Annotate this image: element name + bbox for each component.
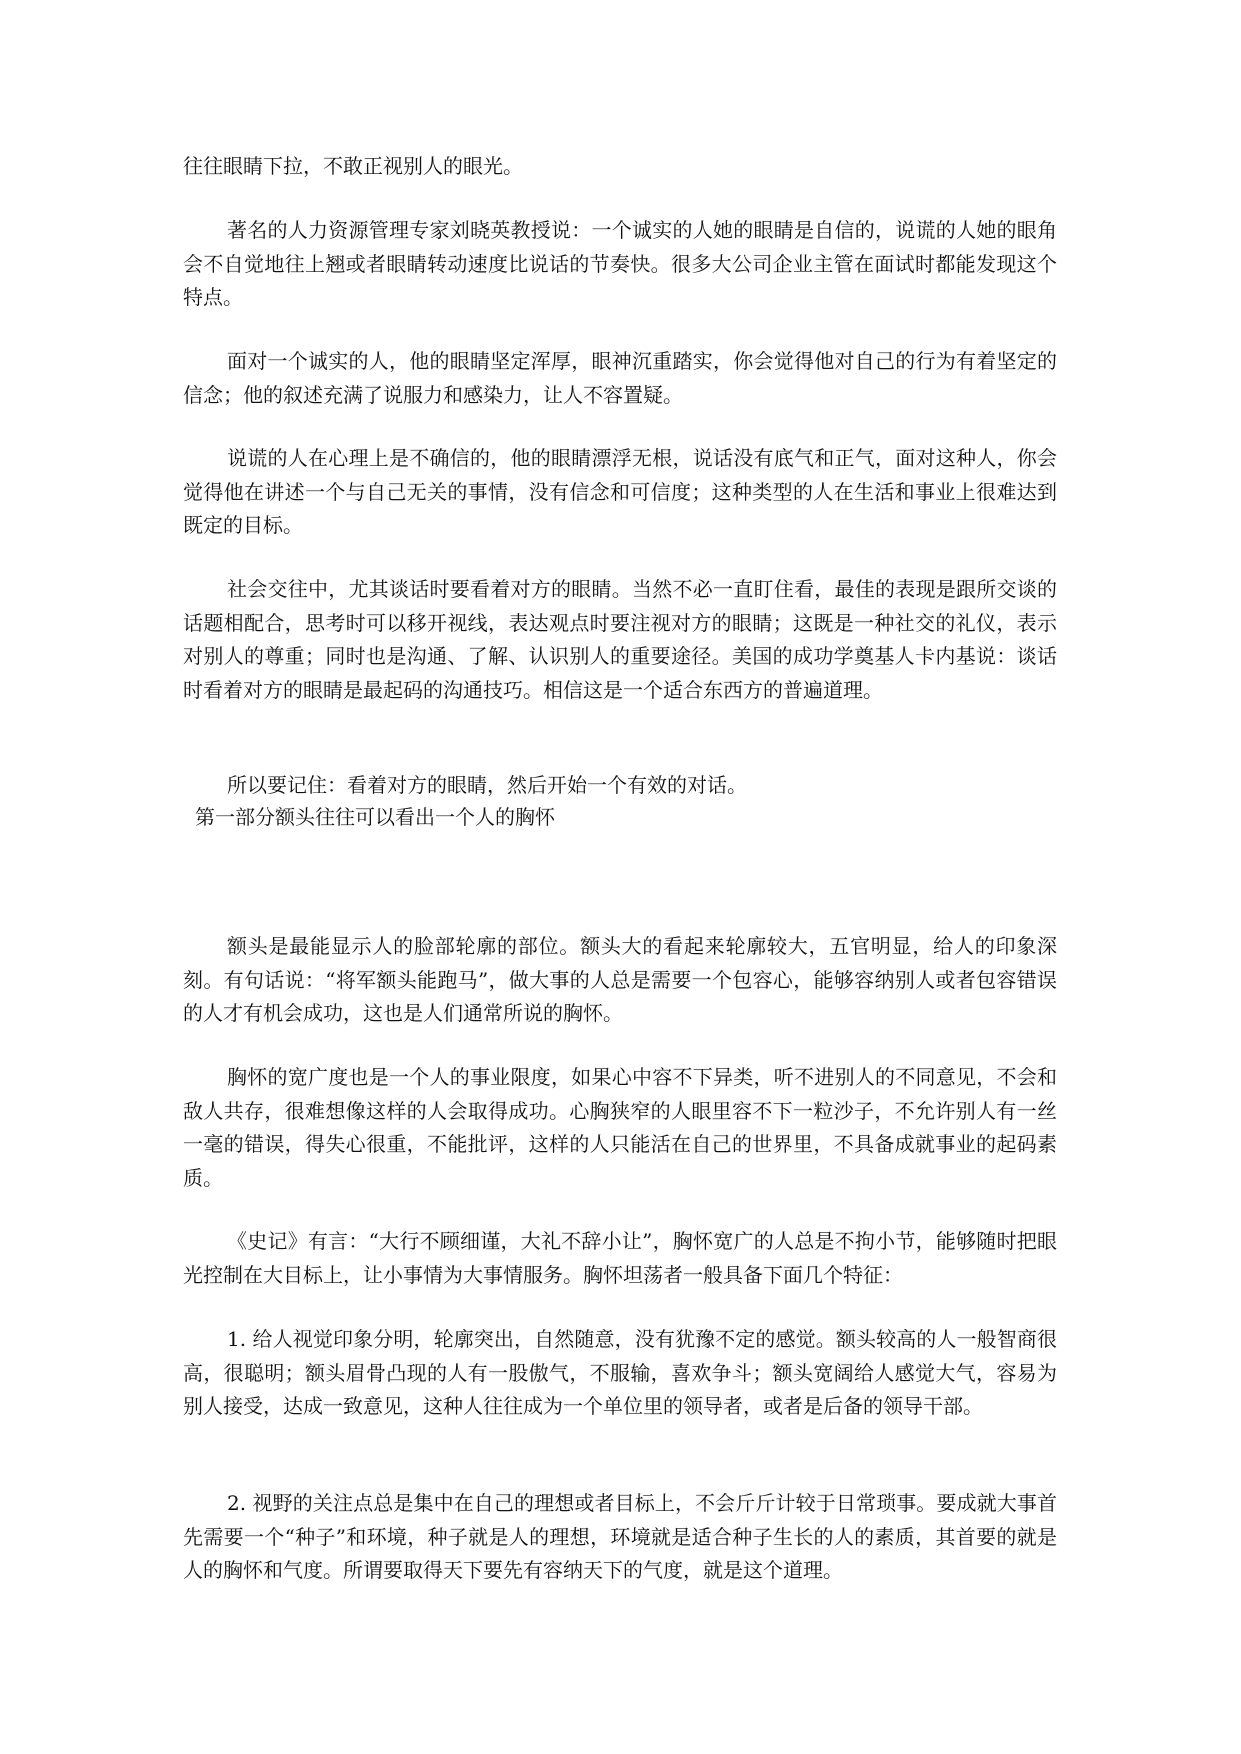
paragraph-forehead-contour: 额头是最能显示人的脸部轮廓的部位。额头大的看起来轮廓较大，五官明显，给人的印象深刻。有句话说：“将军额头能跑马”，做大事的人总是需要一个包容心，能够容纳别人或者包容错误的人才有机会成功，这也是人们通常所说的胸怀。 bbox=[183, 934, 1057, 1025]
paragraph-trait-1: 1. 给人视觉印象分明，轮廓突出，自然随意，没有犹豫不定的感觉。额头较高的人一般智商很高，很聪明；额头眉骨凸现的人有一股傲气，不服输，喜欢争斗；额头宽阔给人感觉大气，容易为别人接受，达成一致意见，这种人往往成为一个单位里的领导者，或者是后备的领导干部。 bbox=[183, 1327, 1057, 1418]
paragraph-continuation: 往往眼睛下拉，不敢正视别人的眼光。 bbox=[183, 154, 523, 178]
paragraph-breadth-of-mind: 胸怀的宽广度也是一个人的事业限度，如果心中容不下异类，听不进别人的不同意见，不会和敌人共存，很难想像这样的人会取得成功。心胸狭窄的人眼里容不下一粒沙子，不允许别人有一丝一毫的错误，得失心很重，不能批评，这样的人只能活在自己的世界里，不具备成就事业的起码素质。 bbox=[183, 1065, 1057, 1190]
paragraph-trait-2: 2. 视野的关注点总是集中在自己的理想或者目标上，不会斤斤计较于日常琐事。要成就大事首先需要一个“种子”和环境，种子就是人的理想，环境就是适合种子生长的人的素质，其首要的就是人的胸怀和气度。所谓要取得天下要先有容纳天下的气度，就是这个道理。 bbox=[183, 1491, 1057, 1582]
paragraph-liar-psychology: 说谎的人在心理上是不确信的，他的眼睛漂浮无根，说话没有底气和正气，面对这种人，你会觉得他在讲述一个与自己无关的事情，没有信念和可信度；这种类型的人在生活和事业上很难达到既定的目标。 bbox=[183, 446, 1057, 537]
paragraph-remember: 所以要记住：看着对方的眼睛，然后开始一个有效的对话。 bbox=[227, 773, 747, 797]
paragraph-honest-person: 面对一个诚实的人，他的眼睛坚定浑厚，眼神沉重踏实，你会觉得他对自己的行为有着坚定的信念；他的叙述充满了说服力和感染力，让人不容置疑。 bbox=[183, 349, 1057, 407]
paragraph-social-eye-contact: 社会交往中，尤其谈话时要看着对方的眼睛。当然不必一直盯住看，最佳的表现是跟所交谈的话题相配合，思考时可以移开视线，表达观点时要注视对方的眼睛；这既是一种社交的礼仪，表示对别人的尊重；同时也是沟通、了解、认识别人的重要途径。美国的成功学奠基人卡内基说：谈话时看着对方的眼睛是最起码的沟通技巧。相信这是一个适合东西方的普遍道理。 bbox=[183, 577, 1057, 702]
section-heading: 第一部分额头往往可以看出一个人的胸怀 bbox=[195, 805, 555, 829]
document-page bbox=[183, 0, 1057, 1754]
paragraph-honest-eyes-expert: 著名的人力资源管理专家刘晓英教授说：一个诚实的人她的眼睛是自信的，说谎的人她的眼角会不自觉地往上翘或者眼睛转动速度比说话的节奏快。很多大公司企业主管在面试时都能发现这个特点。 bbox=[183, 218, 1057, 309]
paragraph-shiji-quote: 《史记》有言：“大行不顾细谨，大礼不辞小让”，胸怀宽广的人总是不拘小节，能够随时把眼光控制在大目标上，让小事情为大事情服务。胸怀坦荡者一般具备下面几个特征： bbox=[183, 1229, 1057, 1287]
